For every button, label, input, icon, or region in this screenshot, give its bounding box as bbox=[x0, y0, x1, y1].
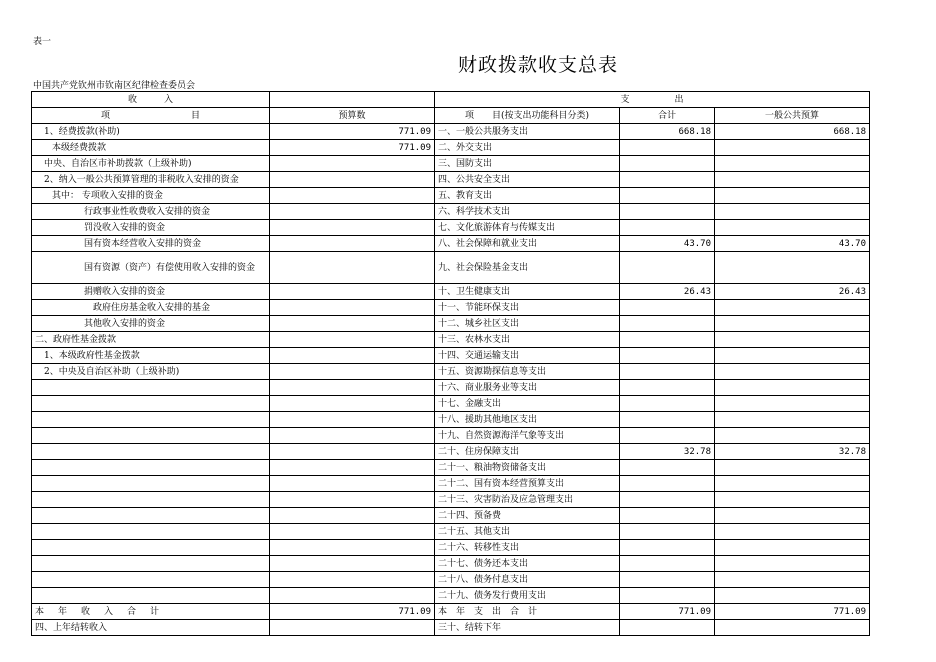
expense-item: 二十八、债务付息支出 bbox=[435, 572, 620, 588]
income-budget-value bbox=[270, 300, 435, 316]
expense-total-value bbox=[620, 556, 715, 572]
expense-total-value bbox=[620, 364, 715, 380]
table-row bbox=[32, 396, 870, 412]
table-row bbox=[32, 236, 870, 252]
income-budget-value bbox=[270, 380, 435, 396]
expense-item: 二十五、其他支出 bbox=[435, 524, 620, 540]
expense-general-value bbox=[715, 396, 870, 412]
expense-total-value bbox=[620, 380, 715, 396]
expense-total-value bbox=[620, 572, 715, 588]
expense-item: 二十二、国有资本经营预算支出 bbox=[435, 476, 620, 492]
table-row bbox=[32, 412, 870, 428]
table-row bbox=[32, 284, 870, 300]
income-item bbox=[32, 524, 270, 540]
expense-item: 二十七、债务还本支出 bbox=[435, 556, 620, 572]
income-total-label: 本年收入合计 bbox=[32, 604, 270, 620]
income-budget-value bbox=[270, 428, 435, 444]
expense-total-value bbox=[620, 428, 715, 444]
expense-item: 十一、节能环保支出 bbox=[435, 300, 620, 316]
income-item bbox=[32, 556, 270, 572]
income-item bbox=[32, 460, 270, 476]
income-budget-value bbox=[270, 524, 435, 540]
expense-general-value bbox=[715, 204, 870, 220]
table-row bbox=[32, 364, 870, 380]
expense-item-header: 项 目(按支出功能科目分类) bbox=[435, 108, 620, 124]
income-budget-value bbox=[270, 572, 435, 588]
expense-general-value bbox=[715, 572, 870, 588]
expense-general-value bbox=[715, 428, 870, 444]
income-budget-value bbox=[270, 412, 435, 428]
expense-total-value bbox=[620, 396, 715, 412]
expense-total-value bbox=[620, 412, 715, 428]
expense-item: 一、一般公共服务支出 bbox=[435, 124, 620, 140]
header-row-1 bbox=[32, 92, 870, 108]
income-item bbox=[32, 588, 270, 604]
expense-general-value bbox=[715, 348, 870, 364]
total-header: 合计 bbox=[620, 108, 715, 124]
income-budget-value bbox=[270, 172, 435, 188]
expense-general-value bbox=[715, 540, 870, 556]
expense-total-value bbox=[620, 348, 715, 364]
income-item bbox=[32, 540, 270, 556]
income-item bbox=[32, 508, 270, 524]
table-row bbox=[32, 140, 870, 156]
table-row bbox=[32, 588, 870, 604]
expense-total-value bbox=[620, 492, 715, 508]
income-item: 行政事业性收费收入安排的资金 bbox=[32, 204, 270, 220]
expense-total-value bbox=[620, 300, 715, 316]
income-item bbox=[32, 572, 270, 588]
income-item: 2、中央及自治区补助（上级补助) bbox=[32, 364, 270, 380]
expense-total-value bbox=[620, 460, 715, 476]
general-budget-header: 一般公共预算 bbox=[715, 108, 870, 124]
prior-year-carryover: 四、上年结转收入 bbox=[32, 620, 270, 636]
totals-row bbox=[32, 604, 870, 620]
table-row bbox=[32, 172, 870, 188]
budget-header: 预算数 bbox=[270, 108, 435, 124]
expense-total-value bbox=[620, 332, 715, 348]
table-row bbox=[32, 316, 870, 332]
expense-item: 二十四、预备费 bbox=[435, 508, 620, 524]
table-row bbox=[32, 124, 870, 140]
budget-table bbox=[31, 91, 870, 636]
carry-forward: 三十、结转下年 bbox=[435, 620, 620, 636]
table-row bbox=[32, 476, 870, 492]
expense-general-value: 26.43 bbox=[715, 284, 870, 300]
expense-total-value bbox=[620, 188, 715, 204]
expense-general-value bbox=[715, 156, 870, 172]
header-blank bbox=[270, 92, 435, 108]
expense-item: 二十三、灾害防治及应急管理支出 bbox=[435, 492, 620, 508]
expense-item: 二、外交支出 bbox=[435, 140, 620, 156]
income-budget-value bbox=[270, 540, 435, 556]
expense-item: 十三、农林水支出 bbox=[435, 332, 620, 348]
expense-item: 五、教育支出 bbox=[435, 188, 620, 204]
table-row bbox=[32, 460, 870, 476]
expense-item: 十五、资源勘探信息等支出 bbox=[435, 364, 620, 380]
income-budget-value bbox=[270, 156, 435, 172]
income-item bbox=[32, 396, 270, 412]
table-row bbox=[32, 204, 870, 220]
income-item bbox=[32, 492, 270, 508]
income-budget-value bbox=[270, 556, 435, 572]
income-item: 国有资本经营收入安排的资金 bbox=[32, 236, 270, 252]
table-row bbox=[32, 156, 870, 172]
expense-general-value bbox=[715, 380, 870, 396]
expense-total-sum: 771.09 bbox=[620, 604, 715, 620]
expense-general-value bbox=[715, 188, 870, 204]
expense-item: 二十六、转移性支出 bbox=[435, 540, 620, 556]
expense-total-label: 本年支出合计 bbox=[435, 604, 620, 620]
income-item bbox=[32, 380, 270, 396]
expense-item: 十九、自然资源海洋气象等支出 bbox=[435, 428, 620, 444]
expense-item: 十七、金融支出 bbox=[435, 396, 620, 412]
table-row bbox=[32, 188, 870, 204]
income-budget-value bbox=[270, 220, 435, 236]
expense-general-sum: 771.09 bbox=[715, 604, 870, 620]
income-item: 2、纳入一般公共预算管理的非税收入安排的资金 bbox=[32, 172, 270, 188]
income-budget-value bbox=[270, 364, 435, 380]
table-row bbox=[32, 556, 870, 572]
income-budget-value bbox=[270, 188, 435, 204]
table-row bbox=[32, 300, 870, 316]
expense-item: 二十九、债务发行费用支出 bbox=[435, 588, 620, 604]
expense-total-value bbox=[620, 316, 715, 332]
expense-total-value bbox=[620, 172, 715, 188]
income-budget-value bbox=[270, 316, 435, 332]
expense-general-value bbox=[715, 252, 870, 284]
income-item: 本级经费拨款 bbox=[32, 140, 270, 156]
income-item: 国有资源（资产）有偿使用收入安排的资金 bbox=[32, 252, 270, 284]
table-row bbox=[32, 252, 870, 284]
expense-item: 二十一、粮油物资储备支出 bbox=[435, 460, 620, 476]
expense-general-value: 43.70 bbox=[715, 236, 870, 252]
expense-total-value bbox=[620, 220, 715, 236]
table-row bbox=[32, 444, 870, 460]
expense-general-value bbox=[715, 476, 870, 492]
income-budget-value: 771.09 bbox=[270, 140, 435, 156]
income-item-header: 项 目 bbox=[32, 108, 270, 124]
income-budget-value bbox=[270, 284, 435, 300]
expense-total-value bbox=[620, 252, 715, 284]
expense-total-value bbox=[620, 524, 715, 540]
expense-total-value: 26.43 bbox=[620, 284, 715, 300]
table-row bbox=[32, 380, 870, 396]
income-item: 政府住房基金收入安排的基金 bbox=[32, 300, 270, 316]
expense-total-value bbox=[620, 204, 715, 220]
expense-general-value bbox=[715, 364, 870, 380]
table-row bbox=[32, 524, 870, 540]
income-item: 1、经费拨款(补助) bbox=[32, 124, 270, 140]
expense-header: 支 出 bbox=[435, 92, 870, 108]
expense-general-value bbox=[715, 220, 870, 236]
expense-total-value bbox=[620, 588, 715, 604]
expense-item: 十六、商业服务业等支出 bbox=[435, 380, 620, 396]
blank bbox=[715, 620, 870, 636]
expense-total-value bbox=[620, 508, 715, 524]
expense-general-value bbox=[715, 556, 870, 572]
expense-general-value: 32.78 bbox=[715, 444, 870, 460]
income-budget-value bbox=[270, 492, 435, 508]
income-budget-value bbox=[270, 348, 435, 364]
expense-total-value bbox=[620, 156, 715, 172]
income-budget-value bbox=[270, 252, 435, 284]
blank bbox=[270, 620, 435, 636]
income-item: 罚没收入安排的资金 bbox=[32, 220, 270, 236]
income-item: 捐赠收入安排的资金 bbox=[32, 284, 270, 300]
table-row bbox=[32, 540, 870, 556]
income-item: 其中： 专项收入安排的资金 bbox=[32, 188, 270, 204]
income-item bbox=[32, 428, 270, 444]
expense-general-value bbox=[715, 316, 870, 332]
expense-total-value bbox=[620, 540, 715, 556]
expense-general-value bbox=[715, 412, 870, 428]
table-row bbox=[32, 332, 870, 348]
table-row bbox=[32, 348, 870, 364]
income-budget-value bbox=[270, 476, 435, 492]
expense-item: 四、公共安全支出 bbox=[435, 172, 620, 188]
income-budget-value bbox=[270, 444, 435, 460]
expense-total-value: 43.70 bbox=[620, 236, 715, 252]
expense-item: 三、国防支出 bbox=[435, 156, 620, 172]
expense-total-value bbox=[620, 476, 715, 492]
expense-item: 六、科学技术支出 bbox=[435, 204, 620, 220]
expense-item: 八、社会保障和就业支出 bbox=[435, 236, 620, 252]
expense-general-value bbox=[715, 492, 870, 508]
income-budget-value bbox=[270, 460, 435, 476]
expense-general-value: 668.18 bbox=[715, 124, 870, 140]
table-row bbox=[32, 428, 870, 444]
expense-item: 十八、援助其他地区支出 bbox=[435, 412, 620, 428]
expense-item: 七、文化旅游体育与传媒支出 bbox=[435, 220, 620, 236]
expense-general-value bbox=[715, 460, 870, 476]
expense-general-value bbox=[715, 588, 870, 604]
sheet-tag: 表一 bbox=[33, 37, 52, 47]
income-item: 中央、自治区市补助拨款（上级补助) bbox=[32, 156, 270, 172]
income-item: 其他收入安排的资金 bbox=[32, 316, 270, 332]
income-item: 1、本级政府性基金拨款 bbox=[32, 348, 270, 364]
income-item bbox=[32, 476, 270, 492]
expense-item: 九、社会保险基金支出 bbox=[435, 252, 620, 284]
expense-item: 十四、交通运输支出 bbox=[435, 348, 620, 364]
expense-total-value: 32.78 bbox=[620, 444, 715, 460]
header-row-2 bbox=[32, 108, 870, 124]
income-budget-value bbox=[270, 588, 435, 604]
expense-general-value bbox=[715, 140, 870, 156]
income-header: 收 入 bbox=[32, 92, 270, 108]
table-row bbox=[32, 508, 870, 524]
income-budget-value bbox=[270, 396, 435, 412]
expense-item: 二十、住房保障支出 bbox=[435, 444, 620, 460]
expense-general-value bbox=[715, 332, 870, 348]
expense-general-value bbox=[715, 508, 870, 524]
blank bbox=[620, 620, 715, 636]
income-item bbox=[32, 412, 270, 428]
income-budget-value: 771.09 bbox=[270, 124, 435, 140]
carryover-row bbox=[32, 620, 870, 636]
organization-name: 中国共产党钦州市钦南区纪律检查委员会 bbox=[33, 81, 196, 91]
expense-item: 十二、城乡社区支出 bbox=[435, 316, 620, 332]
expense-total-value: 668.18 bbox=[620, 124, 715, 140]
expense-general-value bbox=[715, 300, 870, 316]
page-title: 财政拨款收支总表 bbox=[458, 54, 619, 76]
income-budget-value bbox=[270, 204, 435, 220]
expense-general-value bbox=[715, 524, 870, 540]
income-budget-value bbox=[270, 332, 435, 348]
table-row bbox=[32, 220, 870, 236]
expense-item: 十、卫生健康支出 bbox=[435, 284, 620, 300]
expense-general-value bbox=[715, 172, 870, 188]
income-total-value: 771.09 bbox=[270, 604, 435, 620]
table-row bbox=[32, 572, 870, 588]
income-budget-value bbox=[270, 508, 435, 524]
income-budget-value bbox=[270, 236, 435, 252]
income-item bbox=[32, 444, 270, 460]
expense-total-value bbox=[620, 140, 715, 156]
table-row bbox=[32, 492, 870, 508]
income-item: 二、政府性基金拨款 bbox=[32, 332, 270, 348]
